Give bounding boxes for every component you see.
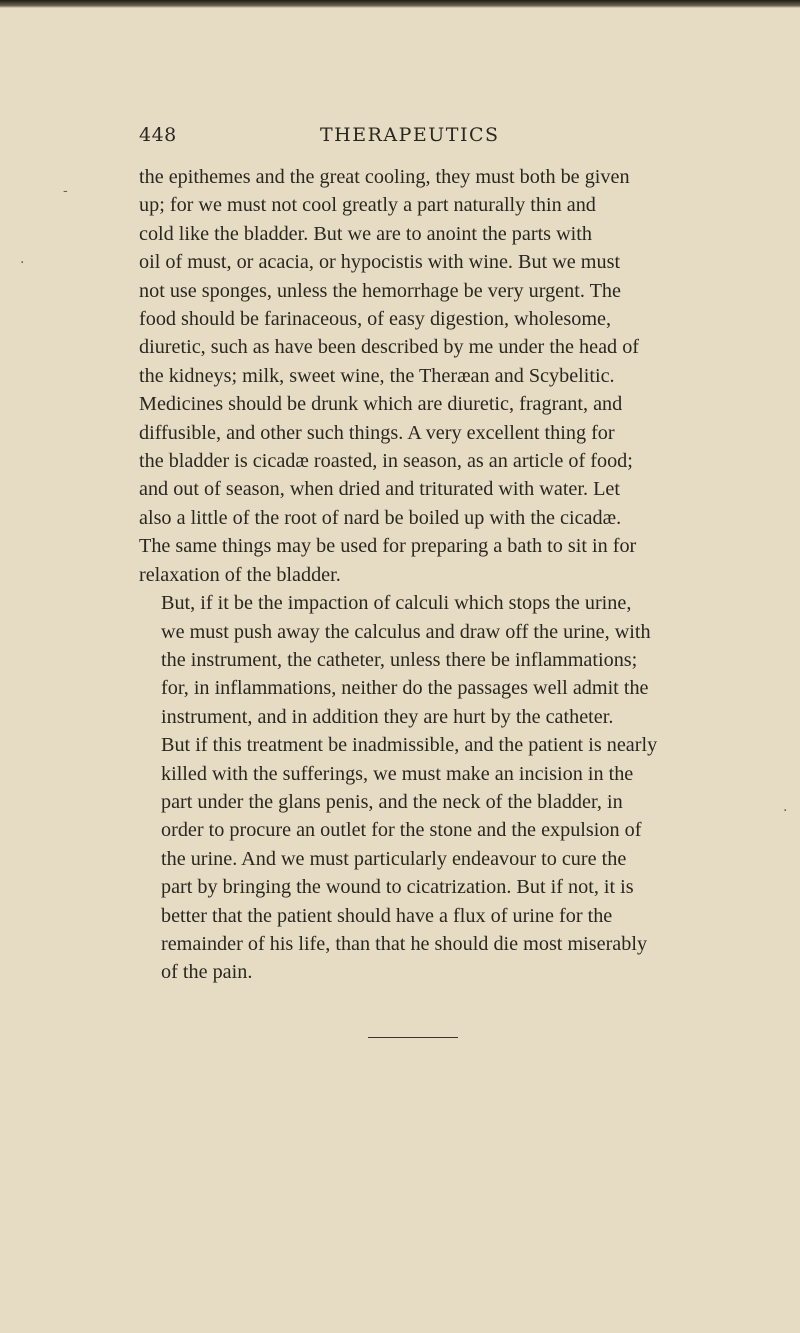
running-head: THERAPEUTICS	[320, 124, 500, 146]
text-line: killed with the sufferings, we must make an incision in the	[161, 762, 634, 785]
text-line: Medicines should be drunk which are diuretic, fragrant, and	[139, 393, 623, 416]
margin-dot-mark: ·	[783, 803, 788, 819]
paragraph-1	[139, 163, 699, 589]
text-line: diffusible, and other such things. A very excellent thing for	[139, 421, 615, 444]
text-line: part under the glans penis, and the neck of the bladder, in	[161, 790, 623, 813]
text-line: The same things may be used for preparing a bath to sit in for	[139, 535, 637, 558]
text-line: for, in inflammations, neither do the passages well admit the	[161, 677, 649, 700]
text-line: the instrument, the catheter, unless there be inflammations;	[161, 648, 638, 671]
margin-dash-mark: -	[63, 183, 68, 199]
text-line: But if this treatment be inadmissible, and the patient is nearly	[161, 734, 658, 757]
text-line: food should be farinaceous, of easy digestion, wholesome,	[139, 308, 612, 331]
text-line: better that the patient should have a flux of urine for the	[161, 904, 613, 927]
text-line: part by bringing the wound to cicatrization. But if not, it is	[161, 876, 634, 899]
paragraph-2	[139, 589, 699, 987]
text-line: the bladder is cicadæ roasted, in season, as an article of food;	[139, 450, 633, 473]
text-line: the urine. And we must particularly endeavour to cure the	[161, 847, 627, 870]
end-rule	[368, 1037, 458, 1038]
page-top-shadow	[0, 0, 800, 8]
text-line: But, if it be the impaction of calculi which stops the urine,	[161, 592, 632, 615]
page-number: 448	[139, 124, 177, 146]
text-line: order to procure an outlet for the stone and the expulsion of	[161, 819, 642, 842]
text-line: relaxation of the bladder.	[139, 563, 341, 586]
text-line: we must push away the calculus and draw off the urine, with	[161, 620, 651, 643]
margin-dot-mark: ·	[20, 255, 25, 271]
text-line: up; for we must not cool greatly a part naturally thin and	[139, 194, 596, 217]
text-line: and out of season, when dried and triturated with water. Let	[139, 478, 620, 501]
text-line: remainder of his life, than that he should die most miserably	[161, 932, 648, 955]
text-line: of the pain.	[161, 961, 253, 984]
page-header	[0, 124, 800, 154]
text-line: the kidneys; milk, sweet wine, the Theræan and Scybelitic.	[139, 364, 615, 387]
text-line: cold like the bladder. But we are to anoint the parts with	[139, 222, 592, 245]
text-line: oil of must, or acacia, or hypocistis with wine. But we must	[139, 251, 621, 274]
text-line: also a little of the root of nard be boiled up with the cicadæ.	[139, 506, 622, 529]
text-line: the epithemes and the great cooling, they must both be given	[139, 166, 630, 188]
body-text	[139, 163, 699, 987]
text-line: diuretic, such as have been described by me under the head of	[139, 336, 640, 359]
text-line: not use sponges, unless the hemorrhage be very urgent. The	[139, 279, 621, 302]
text-line: instrument, and in addition they are hurt by the catheter.	[161, 705, 614, 728]
